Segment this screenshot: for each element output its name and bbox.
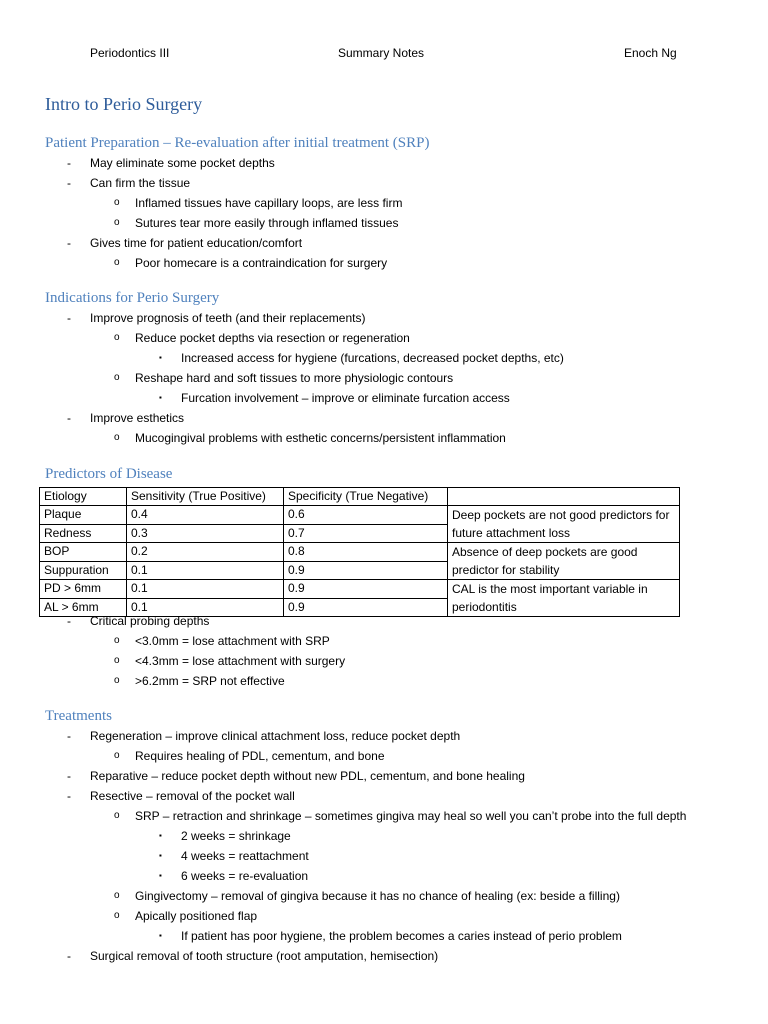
dash-bullet: - — [67, 729, 71, 743]
circle-bullet: o — [114, 635, 120, 646]
circle-bullet: o — [114, 432, 120, 443]
table-cell: 0.6 — [284, 506, 448, 525]
square-bullet: ▪ — [159, 353, 162, 362]
table-row — [40, 543, 680, 562]
section-heading: Treatments — [45, 708, 112, 724]
table-cell: PD > 6mm — [40, 580, 127, 599]
table-header-row — [40, 488, 680, 506]
column-header: Sensitivity (True Positive) — [127, 488, 284, 506]
dash-bullet: - — [67, 411, 71, 425]
column-header: Specificity (True Negative) — [284, 488, 448, 506]
circle-bullet: o — [114, 675, 120, 686]
table-cell: 0.8 — [284, 543, 448, 562]
header-author: Enoch Ng — [624, 46, 677, 60]
table-cell: 0.1 — [127, 580, 284, 599]
square-bullet: ▪ — [159, 831, 162, 840]
table-cell: 0.7 — [284, 524, 448, 543]
circle-bullet: o — [114, 332, 120, 343]
section-heading: Indications for Perio Surgery — [45, 290, 220, 306]
document-title: Intro to Perio Surgery — [45, 94, 203, 114]
table-cell: 0.1 — [127, 561, 284, 580]
dash-bullet: - — [67, 949, 71, 963]
table-cell: AL > 6mm — [40, 598, 127, 617]
circle-bullet: o — [114, 655, 120, 666]
predictors-table — [39, 487, 680, 617]
circle-bullet: o — [114, 257, 120, 268]
table-row — [40, 506, 680, 525]
dash-bullet: - — [67, 614, 71, 628]
table-cell: 0.9 — [284, 580, 448, 599]
column-header: Etiology — [40, 488, 127, 506]
column-header — [448, 488, 680, 506]
square-bullet: ▪ — [159, 851, 162, 860]
table-row — [40, 580, 680, 599]
table-cell: Suppuration — [40, 561, 127, 580]
table-cell: 0.9 — [284, 561, 448, 580]
circle-bullet: o — [114, 910, 120, 921]
dash-bullet: - — [67, 311, 71, 325]
table-cell: 0.3 — [127, 524, 284, 543]
table-cell: Redness — [40, 524, 127, 543]
circle-bullet: o — [114, 372, 120, 383]
table-note-cell: Absence of deep pockets are good predictor for stability — [448, 543, 680, 580]
dash-bullet: - — [67, 156, 71, 170]
square-bullet: ▪ — [159, 931, 162, 940]
section-heading: Predictors of Disease — [45, 466, 173, 482]
section-heading: Patient Preparation – Re-evaluation after initial treatment (SRP) — [45, 135, 430, 151]
header-course: Periodontics III — [90, 46, 170, 60]
table-note-cell: CAL is the most important variable in periodontitis — [448, 580, 680, 617]
dash-bullet: - — [67, 176, 71, 190]
dash-bullet: - — [67, 236, 71, 250]
circle-bullet: o — [114, 890, 120, 901]
table-note-cell: Deep pockets are not good predictors for future attachment loss — [448, 506, 680, 543]
square-bullet: ▪ — [159, 393, 162, 402]
table-cell: 0.9 — [284, 598, 448, 617]
table-cell: 0.2 — [127, 543, 284, 562]
circle-bullet: o — [114, 810, 120, 821]
table-cell: BOP — [40, 543, 127, 562]
circle-bullet: o — [114, 217, 120, 228]
table-cell: 0.4 — [127, 506, 284, 525]
square-bullet: ▪ — [159, 871, 162, 880]
dash-bullet: - — [67, 789, 71, 803]
circle-bullet: o — [114, 197, 120, 208]
dash-bullet: - — [67, 769, 71, 783]
header-doc-type: Summary Notes — [338, 46, 425, 60]
table-cell: 0.1 — [127, 598, 284, 617]
table-cell: Plaque — [40, 506, 127, 525]
circle-bullet: o — [114, 750, 120, 761]
